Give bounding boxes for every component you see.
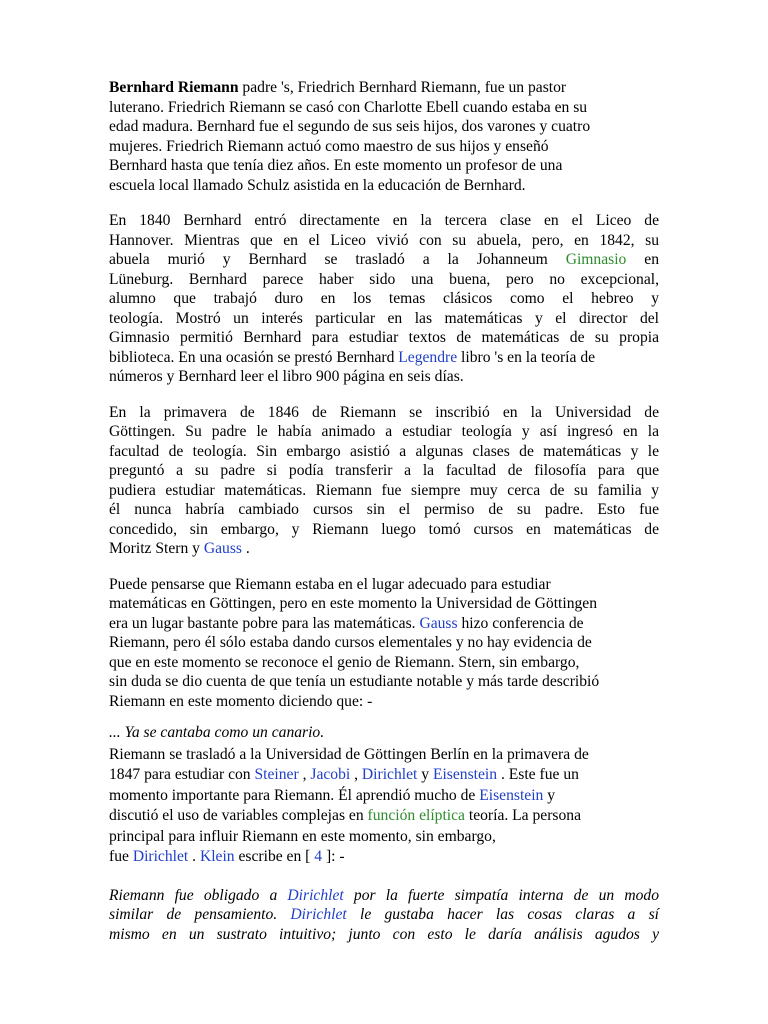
p4-line-1: Puede pensarse que Riemann estaba en el lugar adecuado para estudiar <box>109 575 551 593</box>
q2-line-1-b: por la fuerte simpatía interna de un modo <box>343 886 659 904</box>
p5-line-5: principal para influir Riemann en este momento, sin embargo, <box>109 827 496 845</box>
p5-line-2-a: 1847 para estudiar con <box>109 766 255 783</box>
p3-line-8-b: . <box>241 540 250 557</box>
p3-line-3: facultad de teología. Sin embargo asistió a algunas clases de matemáticas y le <box>109 442 659 460</box>
p5-line-6-sep: . <box>188 848 200 865</box>
p1-line-4: mujeres. Friedrich Riemann actuó como maestro de sus hijos y enseñó <box>109 137 549 155</box>
p3-line-6: él nunca habría cambiado cursos sin el permiso de su padre. Esto fue <box>109 501 659 518</box>
p4-line-2: matemáticas en Göttingen, pero en este momento la Universidad de Göttingen <box>109 595 598 612</box>
quote-dirichlet <box>109 886 659 945</box>
p2-line-3-a: abuela murió y Bernhard se trasladó a la Johanneum <box>109 251 548 268</box>
link-eisenstein-2[interactable]: Eisenstein <box>479 786 544 804</box>
q2-line-3: mismo en un sustrato intuitivo; junto con esto le daría análisis agudos y <box>109 925 659 943</box>
paragraph-2 <box>109 211 659 387</box>
q2-line-2-b: le gustaba hacer las cosas claras a sí <box>346 906 659 923</box>
p2-line-1: En 1840 Bernhard entró directamente en la tercera clase en el Liceo de <box>109 212 659 229</box>
p5-line-6 <box>109 847 659 868</box>
q2-line-1 <box>109 886 659 906</box>
p5-line-2-sep3: y <box>417 766 433 783</box>
p5-line-4 <box>109 806 659 827</box>
p2-line-5: alumno que trabajó duro en los temas clásicos como el hebreo y <box>109 290 659 307</box>
p5-line-4-b: teoría. La persona <box>464 807 582 824</box>
link-klein[interactable]: Klein <box>199 848 235 865</box>
link-dirichlet[interactable]: Dirichlet <box>361 766 418 783</box>
link-jacobi[interactable]: Jacobi <box>310 766 351 783</box>
link-gauss-2[interactable]: Gauss <box>419 614 458 632</box>
link-eisenstein[interactable]: Eisenstein <box>432 766 498 783</box>
link-dirichlet-3[interactable]: Dirichlet <box>287 886 344 904</box>
link-dirichlet-4[interactable]: Dirichlet <box>290 906 347 923</box>
p5-line-3-b: y <box>543 786 556 804</box>
p5-line-6-mid: escribe en [ <box>234 848 315 865</box>
bernhard-riemann-bold: Bernhard Riemann <box>109 79 239 96</box>
p3-line-5: pudiera estudiar matemáticas. Riemann fue siempre muy cerca de su familia y <box>109 481 659 499</box>
q2-line-2-a: similar de pensamiento. <box>109 906 291 923</box>
document-page <box>109 78 659 960</box>
p1-line-2: luterano. Friedrich Riemann se casó con Charlotte Ebell cuando estaba en su <box>109 98 588 116</box>
p4-line-3-b: hizo conferencia de <box>457 614 584 632</box>
p5-line-6-b: ]: - <box>322 848 345 865</box>
q2-line-2 <box>109 905 659 925</box>
p4-line-4: Riemann, pero él sólo estaba dando cursos elementales y no hay evidencia de <box>109 634 592 651</box>
p1-line-6: escuela local llamado Schulz asistida en la educación de Bernhard. <box>109 176 526 194</box>
p4-line-7: Riemann en este momento diciendo que: - <box>109 692 373 710</box>
link-funcion-eliptica[interactable]: función elíptica <box>367 807 465 824</box>
p5-line-3 <box>109 786 659 807</box>
paragraph-3 <box>109 403 659 559</box>
p5-line-2 <box>109 765 659 786</box>
p5-line-4-a: discutió el uso de variables complejas en <box>109 807 368 824</box>
p2-line-8-b: libro 's en la teoría de <box>457 348 596 366</box>
p3-line-8-a: Moritz Stern y <box>109 540 204 557</box>
link-legendre[interactable]: Legendre <box>398 348 458 366</box>
p3-line-1: En la primavera de 1846 de Riemann se inscribió en la Universidad de <box>109 403 659 421</box>
p4-line-6: sin duda se dio cuenta de que tenía un estudiante notable y más tarde describió <box>109 673 600 690</box>
p4-line-3 <box>109 614 659 634</box>
p3-line-8 <box>109 539 659 559</box>
p1-line-1-text: padre 's, Friedrich Bernhard Riemann, fue un pastor <box>238 79 567 96</box>
p2-line-6: teología. Mostró un interés particular en las matemáticas y el director del <box>109 309 659 327</box>
link-steiner[interactable]: Steiner <box>254 766 299 783</box>
link-dirichlet-2[interactable]: Dirichlet <box>132 848 189 865</box>
p5-line-2-sep2: , <box>350 766 362 783</box>
paragraph-4 <box>109 575 659 712</box>
p5-line-2-b: . Este fue un <box>497 766 579 783</box>
p5-line-3-a: momento importante para Riemann. Él aprendió mucho de <box>109 786 480 804</box>
p1-line-5: Bernhard hasta que tenía diez años. En este momento un profesor de una <box>109 157 563 174</box>
p2-line-3-b: en <box>644 251 659 268</box>
p3-line-2: Göttingen. Su padre le había animado a estudiar teología y así ingresó en la <box>109 423 659 440</box>
p2-line-2: Hannover. Mientras que en el Liceo vivió con su abuela, pero, en 1842, su <box>109 231 659 249</box>
p1-line-1 <box>109 78 659 98</box>
paragraph-5 <box>109 745 659 868</box>
p2-line-4: Lüneburg. Bernhard parece haber sido una buena, pero no excepcional, <box>109 270 659 288</box>
p5-line-1: Riemann se trasladó a la Universidad de Göttingen Berlín en la primavera de <box>109 745 589 763</box>
link-gauss[interactable]: Gauss <box>203 540 242 557</box>
link-gimnasio[interactable]: Gimnasio <box>565 251 627 268</box>
p2-line-7: Gimnasio permitió Bernhard para estudiar textos de matemáticas de su propia <box>109 329 659 346</box>
q2-line-1-a: Riemann fue obligado a <box>109 886 288 904</box>
paragraph-1 <box>109 78 659 195</box>
quote-canario: ... Ya se cantaba como un canario. <box>109 724 325 741</box>
p3-line-7: concedido, sin embargo, y Riemann luego tomó cursos en matemáticas de <box>109 520 659 538</box>
link-ref-4[interactable]: 4 <box>314 848 323 865</box>
p1-line-3: edad madura. Bernhard fue el segundo de sus seis hijos, dos varones y cuatro <box>109 118 591 135</box>
p5-line-2-sep1: , <box>298 766 311 783</box>
p4-line-5: que en este momento se reconoce el genio de Riemann. Stern, sin embargo, <box>109 653 580 671</box>
p2-line-3 <box>109 250 659 270</box>
p3-line-4: preguntó a su padre si podía transferir a la facultad de filosofía para que <box>109 462 659 479</box>
p2-line-9: números y Bernhard leer el libro 900 página en seis días. <box>109 368 464 385</box>
p5-line-6-a: fue <box>109 848 133 865</box>
p4-line-3-a: era un lugar bastante pobre para las matemáticas. <box>109 614 420 632</box>
p2-line-8-a: biblioteca. En una ocasión se prestó Bernhard <box>109 348 399 366</box>
p2-line-8 <box>109 348 659 368</box>
